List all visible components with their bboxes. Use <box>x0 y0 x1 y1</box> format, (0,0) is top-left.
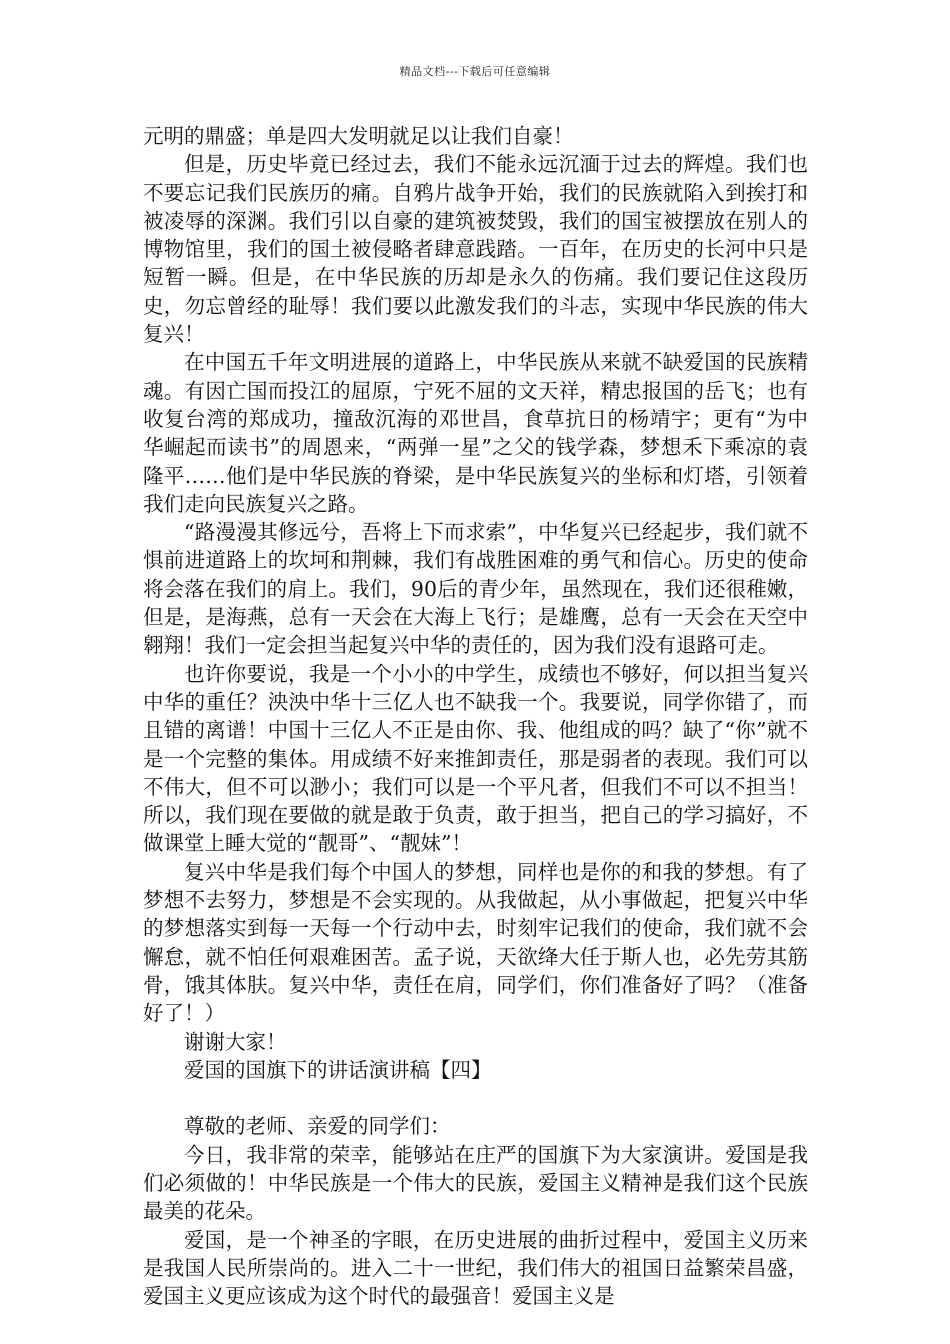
paragraph-6: 复兴中华是我们每个中国人的梦想，同样也是你的和我的梦想。有了梦想不去努力，梦想是不会实现的。从我做起，从小事做起，把复兴中华的梦想落实到每一天每一个行动中去，时刻牢记我们的使命，我们就不会懈怠，就不怕任何艰难困苦。孟子说，天欲绛大任于斯人也，必先劳其筋骨，饿其体肤。复兴中华，责任在肩，同学们，你们准备好了吗？（准备好了！） <box>143 859 808 1026</box>
paragraph-1: 元明的鼎盛；单是四大发明就足以让我们自豪！ <box>143 124 574 148</box>
section-title: 爱国的国旗下的讲话演讲稿【四】 <box>184 1057 492 1082</box>
salutation: 尊敬的老师、亲爱的同学们： <box>184 1114 451 1139</box>
blank-line <box>143 1084 808 1112</box>
closing-thanks: 谢谢大家！ <box>184 1029 287 1054</box>
page-header: 精品文档---下载后可任意编辑 <box>399 65 551 78</box>
paragraph-2: 但是，历史毕竟已经过去，我们不能永远沉湎于过去的辉煌。我们也不要忘记我们民族历的痛。自鸦片战争开始，我们的民族就陷入到挨打和被凌辱的深渊。我们引以自豪的建筑被焚毁，我们的国宝被摆放在别人的博物馆里，我们的国土被侵略者肆意践踏。一百年，在历史的长河中只是短暂一瞬。但是，在中华民族的历却是永久的伤痛。我们要记住这段历史，勿忘曾经的耻辱！我们要以此激发我们的斗志，实现中华民族的伟大复兴！ <box>143 152 808 347</box>
document-body <box>143 122 808 1310</box>
paragraph-5: 也许你要说，我是一个小小的中学生，成绩也不够好，何以担当复兴中华的重任？泱泱中华十三亿人也不缺我一个。我要说，同学你错了，而且错的离谱！中国十三亿人不正是由你、我、他组成的吗？缺了“你”就不是一个完整的集体。用成绩不好来推卸责任，那是弱者的表现。我们可以不伟大，但不可以渺小；我们可以是一个平凡者，但我们不可以不担当！所以，我们现在要做的就是敢于负责，敢于担当，把自己的学习搞好，不做课堂上睡大觉的“靓哥”、“靓妹”！ <box>143 661 808 856</box>
paragraph-7: 今日，我非常的荣幸，能够站在庄严的国旗下为大家演讲。爱国是我们必须做的！中华民族是一个伟大的民族，爱国主义精神是我们这个民族最美的花朵。 <box>143 1142 808 1224</box>
paragraph-8: 爱国，是一个神圣的字眼，在历史进展的曲折过程中，爱国主义历来是我国人民所崇尚的。进入二十一世纪，我们伟大的祖国日益繁荣昌盛，爱国主义更应该成为这个时代的最强音！爱国主义是 <box>143 1227 808 1309</box>
paragraph-3: 在中国五千年文明进展的道路上，中华民族从来就不缺爱国的民族精魂。有因亡国而投江的屈原，宁死不屈的文天祥，精忠报国的岳飞；也有收复台湾的郑成功，撞敌沉海的邓世昌，食草抗日的杨靖宇；更有“为中华崛起而读书”的周恩来，“两弹一星”之父的钱学森，梦想禾下乘凉的袁隆平……他们是中华民族的脊梁，是中华民族复兴的坐标和灯塔，引领着我们走向民族复兴之路。 <box>143 350 808 516</box>
paragraph-4: “路漫漫其修远兮，吾将上下而求索”，中华复兴已经起步，我们就不惧前进道路上的坎坷和荆棘，我们有战胜困难的勇气和信心。历史的使命将会落在我们的肩上。我们，90后的青少年，虽然现在，我们还很稚嫩，但是，是海燕，总有一天会在大海上飞行；是雄鹰，总有一天会在天空中翱翔！我们一定会担当起复兴中华的责任的，因为我们没有退路可走。 <box>143 520 808 658</box>
